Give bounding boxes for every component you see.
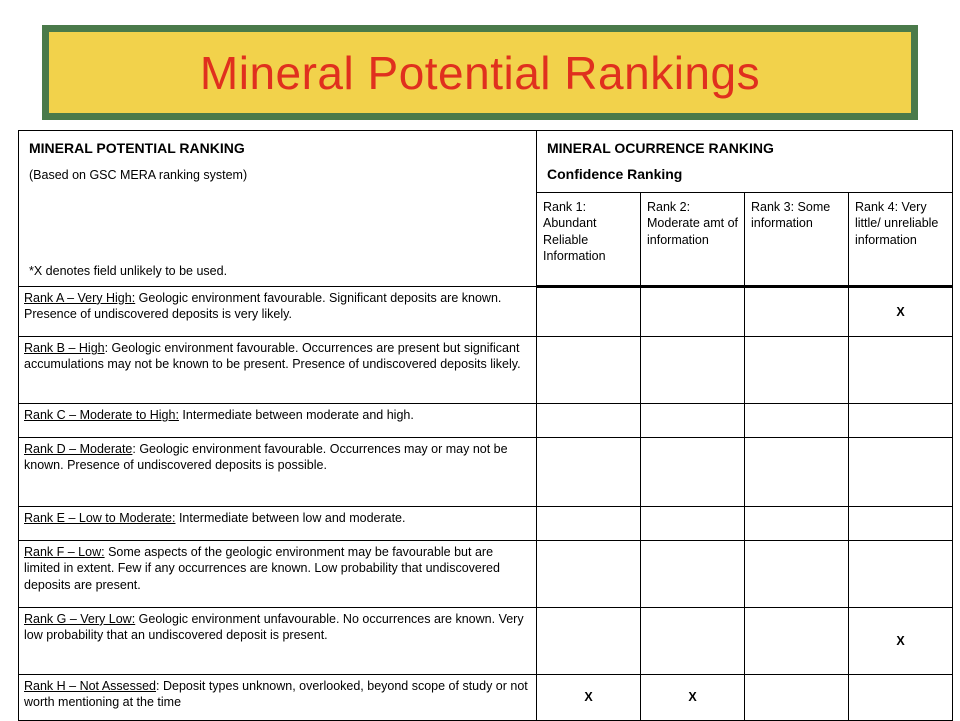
row-label (19, 674, 537, 720)
table-row-e (19, 506, 953, 540)
mark-cell (745, 674, 849, 720)
row-label (19, 506, 537, 540)
rank-name: Rank D – Moderate (24, 441, 133, 456)
mark-cell (849, 506, 953, 540)
ranking-table (18, 130, 953, 721)
table-row-d (19, 437, 953, 506)
table-row-a (19, 286, 953, 336)
mark-cell (537, 286, 641, 336)
rank-1-header: Rank 1: Abundant Reliable Information (537, 192, 641, 286)
table-row-c (19, 403, 953, 437)
mark-cell (537, 607, 641, 674)
header-potential-title: MINERAL POTENTIAL RANKING (29, 140, 245, 156)
table-row-b (19, 336, 953, 403)
rank-3-header: Rank 3: Some information (745, 192, 849, 286)
mark-cell: X (849, 607, 953, 674)
rank-description: : Geologic environment favourable. Occurrences are present but significant accumulations may not be known to be present. Presence of undiscovered deposits likely. (24, 340, 521, 372)
rank-description: Some aspects of the geologic environment may be favourable but are limited in extent. Few if any occurrences are known. Low probability that undiscovered deposits are present. (24, 544, 500, 592)
table-row-f (19, 540, 953, 607)
header-row-1 (19, 131, 953, 193)
mark-cell (745, 403, 849, 437)
rank-description: Intermediate between low and moderate. (175, 510, 406, 525)
table-row-g (19, 607, 953, 674)
mark-cell (641, 286, 745, 336)
rank-name: Rank F – Low: (24, 544, 105, 559)
rank-name: Rank A – Very High: (24, 290, 136, 305)
header-confidence-subtitle: Confidence Ranking (547, 166, 683, 183)
mark-cell (745, 607, 849, 674)
mark-cell (537, 506, 641, 540)
row-label (19, 607, 537, 674)
rank-description: : Deposit types unknown, overlooked, beyond scope of study or not worth mentioning at the time (24, 678, 528, 710)
rank-description: Intermediate between moderate and high. (178, 407, 414, 422)
mark-cell (537, 540, 641, 607)
rank-4-header: Rank 4: Very little/ unreliable information (849, 192, 953, 286)
mark-cell (745, 437, 849, 506)
mark-cell (641, 437, 745, 506)
mark-cell (641, 506, 745, 540)
mark-cell (641, 336, 745, 403)
mark-cell (849, 674, 953, 720)
header-note: *X denotes field unlikely to be used. (29, 264, 228, 279)
mark-cell (745, 336, 849, 403)
rank-description: Geologic environment unfavourable. No occurrences are known. Very low probability that an undiscovered deposit is present. (24, 611, 524, 643)
mark-cell (849, 437, 953, 506)
row-label (19, 437, 537, 506)
mark-cell: X (849, 286, 953, 336)
table-row-h (19, 674, 953, 720)
row-label (19, 403, 537, 437)
mark-cell (641, 607, 745, 674)
mark-cell (537, 437, 641, 506)
header-occurrence-cell (537, 131, 953, 193)
rank-2-header: Rank 2: Moderate amt of information (641, 192, 745, 286)
mark-cell (745, 540, 849, 607)
mark-cell (537, 403, 641, 437)
mark-cell (849, 540, 953, 607)
page-title: Mineral Potential Rankings (199, 46, 761, 99)
row-label (19, 540, 537, 607)
row-label (19, 286, 537, 336)
rank-name: Rank B – High (24, 340, 105, 355)
header-potential-subtitle: (Based on GSC MERA ranking system) (29, 168, 248, 183)
mark-cell (849, 336, 953, 403)
rank-name: Rank H – Not Assessed (24, 678, 157, 693)
rank-name: Rank E – Low to Moderate: (24, 510, 176, 525)
header-potential-cell (19, 131, 537, 287)
rank-name: Rank C – Moderate to High: (24, 407, 179, 422)
title-banner (42, 25, 918, 120)
mark-cell (641, 540, 745, 607)
mark-cell (641, 403, 745, 437)
mark-cell (537, 336, 641, 403)
header-occurrence-title: MINERAL OCURRENCE RANKING (547, 140, 774, 156)
mark-cell (745, 286, 849, 336)
rank-description: : Geologic environment favourable. Occurrences may or may not be known. Presence of undiscovered deposits is possible. (24, 441, 508, 473)
mark-cell: X (537, 674, 641, 720)
rank-name: Rank G – Very Low: (24, 611, 136, 626)
mark-cell (745, 506, 849, 540)
rank-description: Geologic environment favourable. Significant deposits are known. Presence of undiscovered deposits is very likely. (24, 290, 502, 322)
mark-cell: X (641, 674, 745, 720)
mark-cell (849, 403, 953, 437)
row-label (19, 336, 537, 403)
